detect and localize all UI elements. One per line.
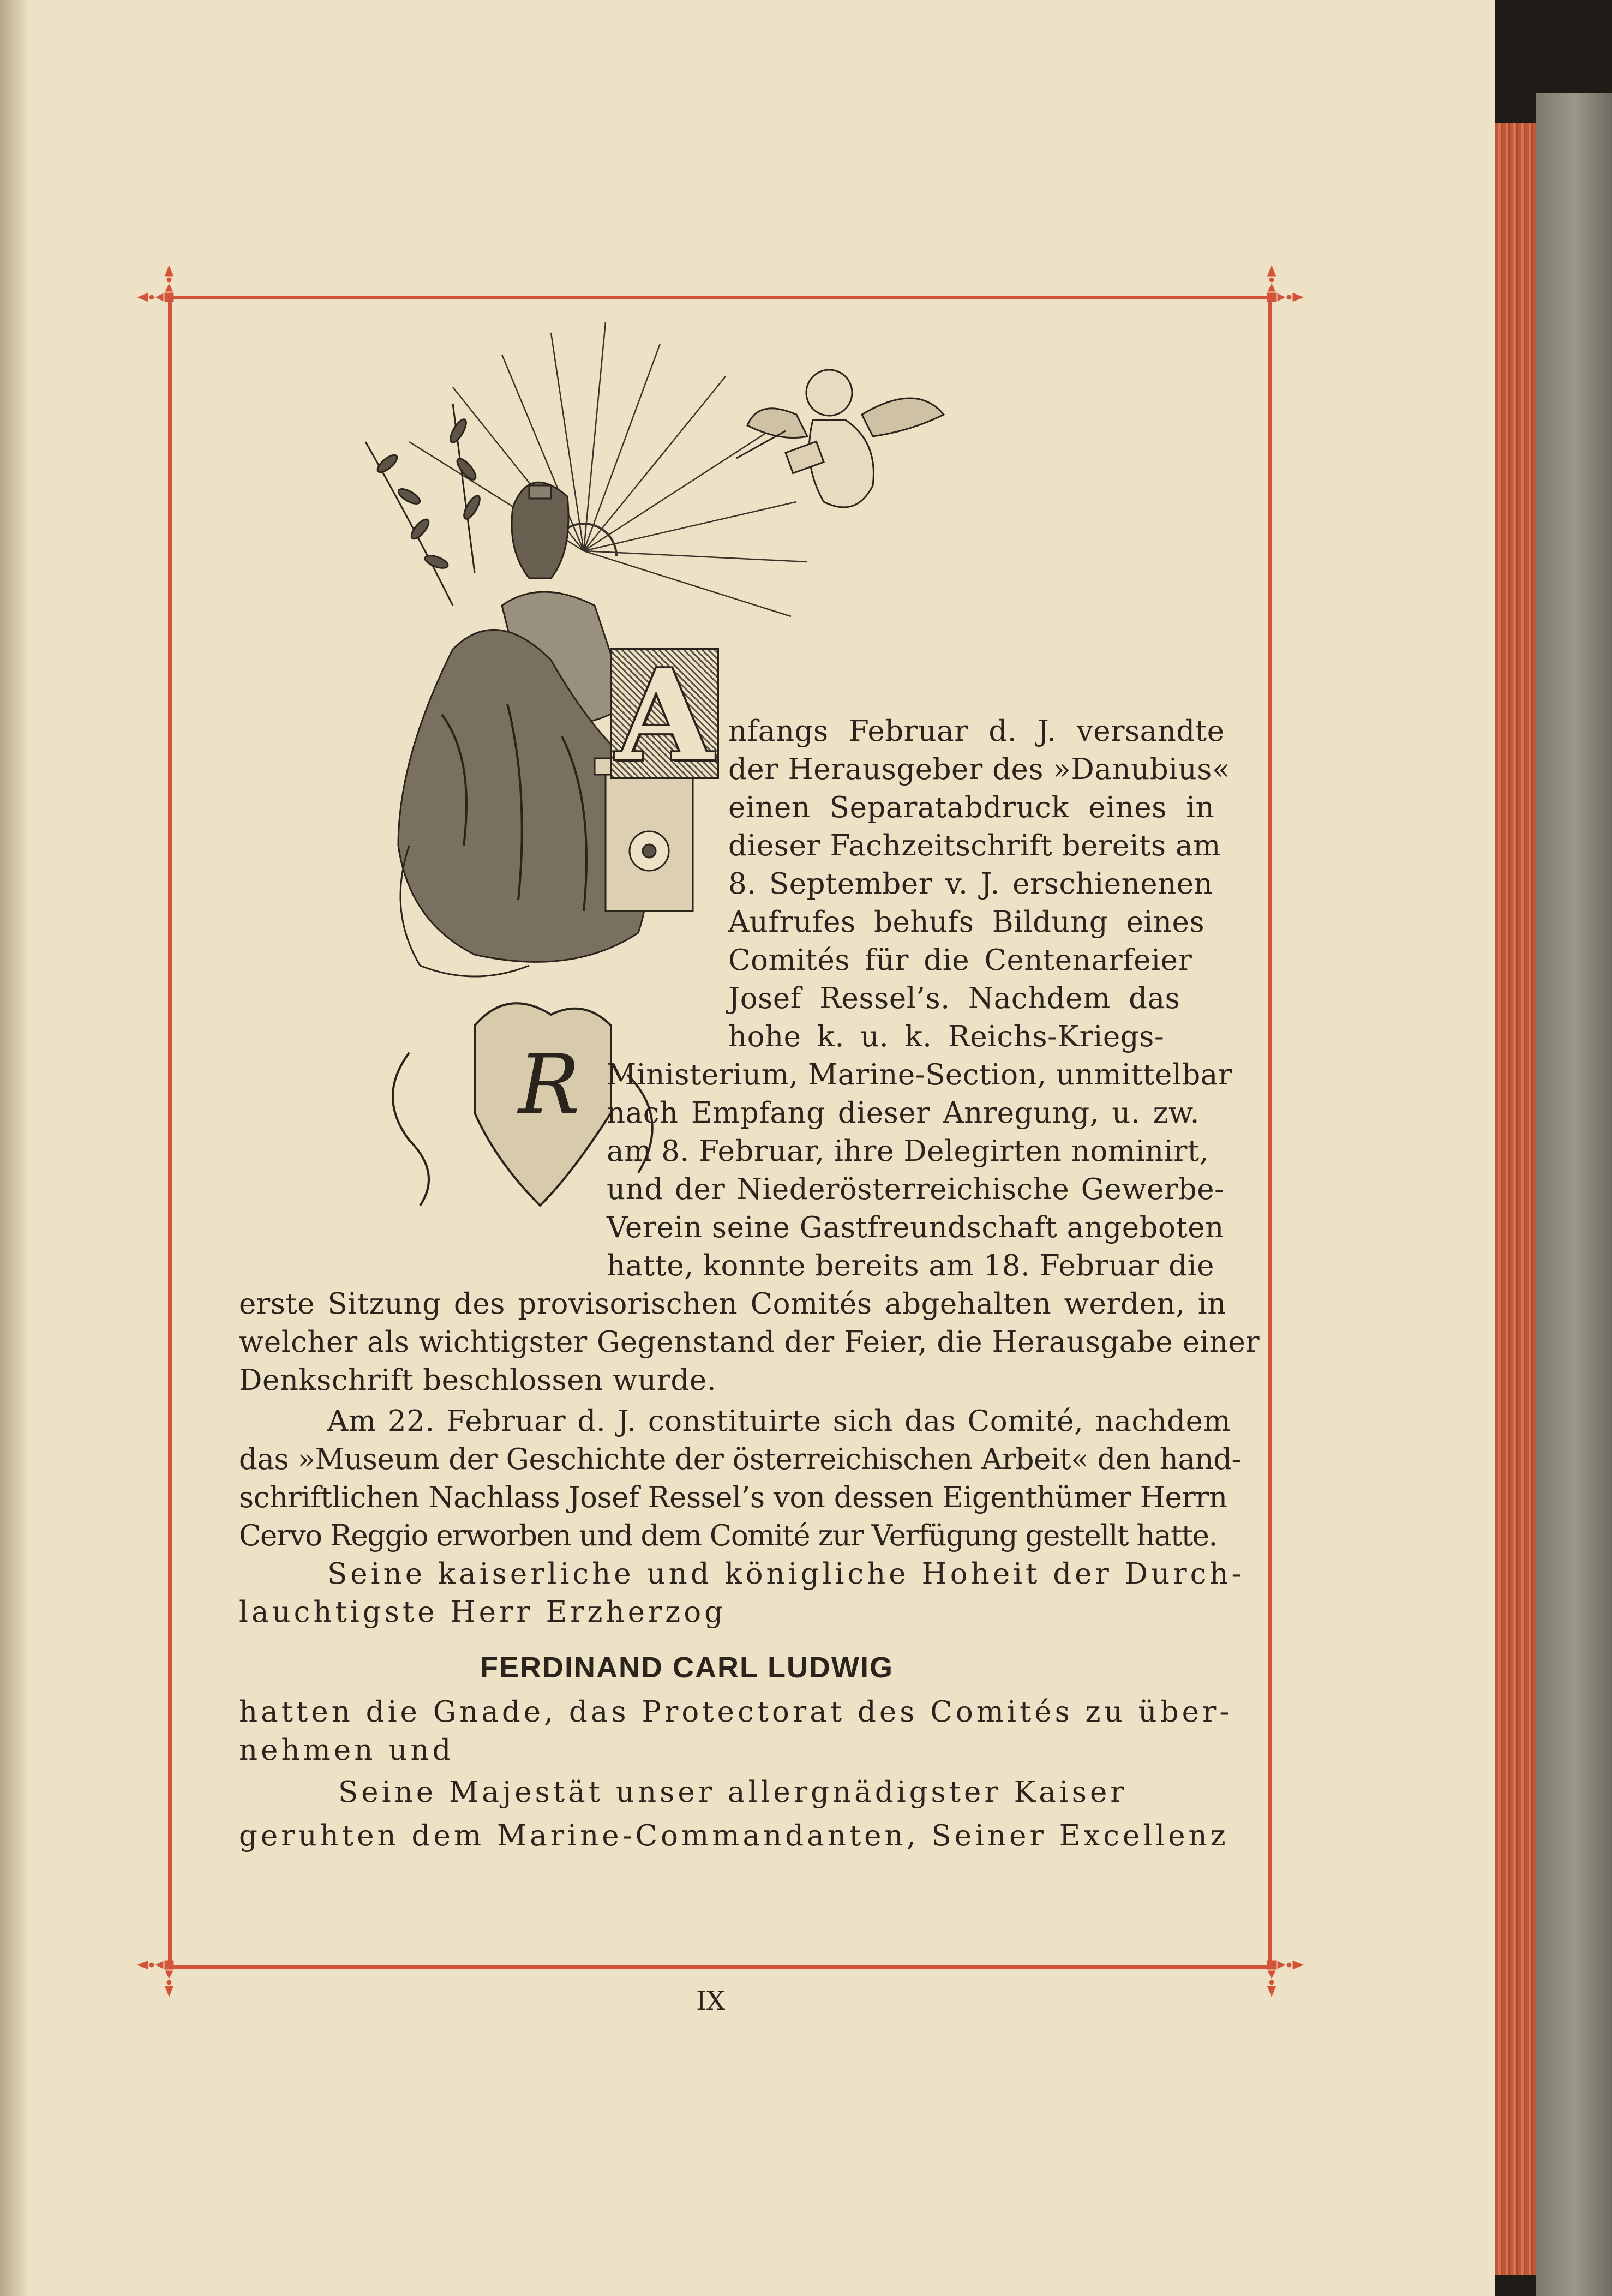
text-line: Aufrufes behufs Bildung eines xyxy=(728,906,1205,939)
text-line: nehmen und xyxy=(239,1734,454,1767)
text-line: lauchtigste Herr Erzherzog xyxy=(239,1596,727,1629)
text-line: am 8. Februar, ihre Delegirten nominirt, xyxy=(607,1135,1209,1168)
text-line: erste Sitzung des provisorischen Comités abgehalten werden, in xyxy=(239,1287,1226,1321)
text-line: 8. September v. J. erschienenen xyxy=(728,867,1213,901)
text-line: Denkschrift beschlossen wurde. xyxy=(239,1364,717,1397)
text-line: welcher als wichtigster Gegenstand der Feier, die Herausgabe einer xyxy=(239,1326,1260,1359)
text-line: Ministerium, Marine-Section, unmittelbar xyxy=(607,1058,1232,1092)
text-line: hatten die Gnade, das Protectorat des Comités zu über- xyxy=(239,1695,1233,1729)
text-line: hatte, konnte bereits am 18. Februar die xyxy=(607,1249,1214,1282)
text-line: Comités für die Centenarfeier xyxy=(728,944,1192,977)
text-line: der Herausgeber des »Danubius« xyxy=(728,753,1230,786)
text-line: hohe k. u. k. Reichs-Kriegs- xyxy=(728,1020,1165,1053)
text-line: Verein seine Gastfreundschaft angeboten xyxy=(607,1211,1224,1244)
text-line: nfangs Februar d. J. versandte xyxy=(728,715,1225,748)
text-line: das »Museum der Geschichte der österreichischen Arbeit« den hand- xyxy=(239,1443,1241,1476)
text-line: Josef Ressel’s. Nachdem das xyxy=(728,982,1180,1015)
text-line: schriftlichen Nachlass Josef Ressel’s von dessen Eigenthümer Herrn xyxy=(239,1481,1227,1514)
text-line: Seine kaiserliche und königliche Hoheit der Durch- xyxy=(327,1557,1245,1591)
text-line: Am 22. Februar d. J. constituirte sich das Comité, nachdem xyxy=(327,1405,1231,1438)
text-line: einen Separatabdruck eines in xyxy=(728,791,1215,824)
svg-text:R: R xyxy=(518,1038,580,1132)
text-line: und der Niederösterreichische Gewerbe- xyxy=(607,1173,1225,1206)
page-number: IX xyxy=(696,1986,726,2016)
heading-name: FERDINAND CARL LUDWIG xyxy=(480,1651,894,1684)
text-line: nach Empfang dieser Anregung, u. zw. xyxy=(607,1096,1200,1130)
text-line: dieser Fachzeitschrift bereits am xyxy=(728,829,1221,862)
text-line: Cervo Reggio erworben und dem Comité zur Verfügung gestellt hatte. xyxy=(239,1519,1217,1552)
text-line: geruhten dem Marine-Commandanten, Seiner Excellenz xyxy=(239,1819,1229,1853)
dropcap-letter: A xyxy=(615,642,714,789)
text-line: Seine Majestät unser allergnädigster Kaiser xyxy=(338,1776,1128,1809)
